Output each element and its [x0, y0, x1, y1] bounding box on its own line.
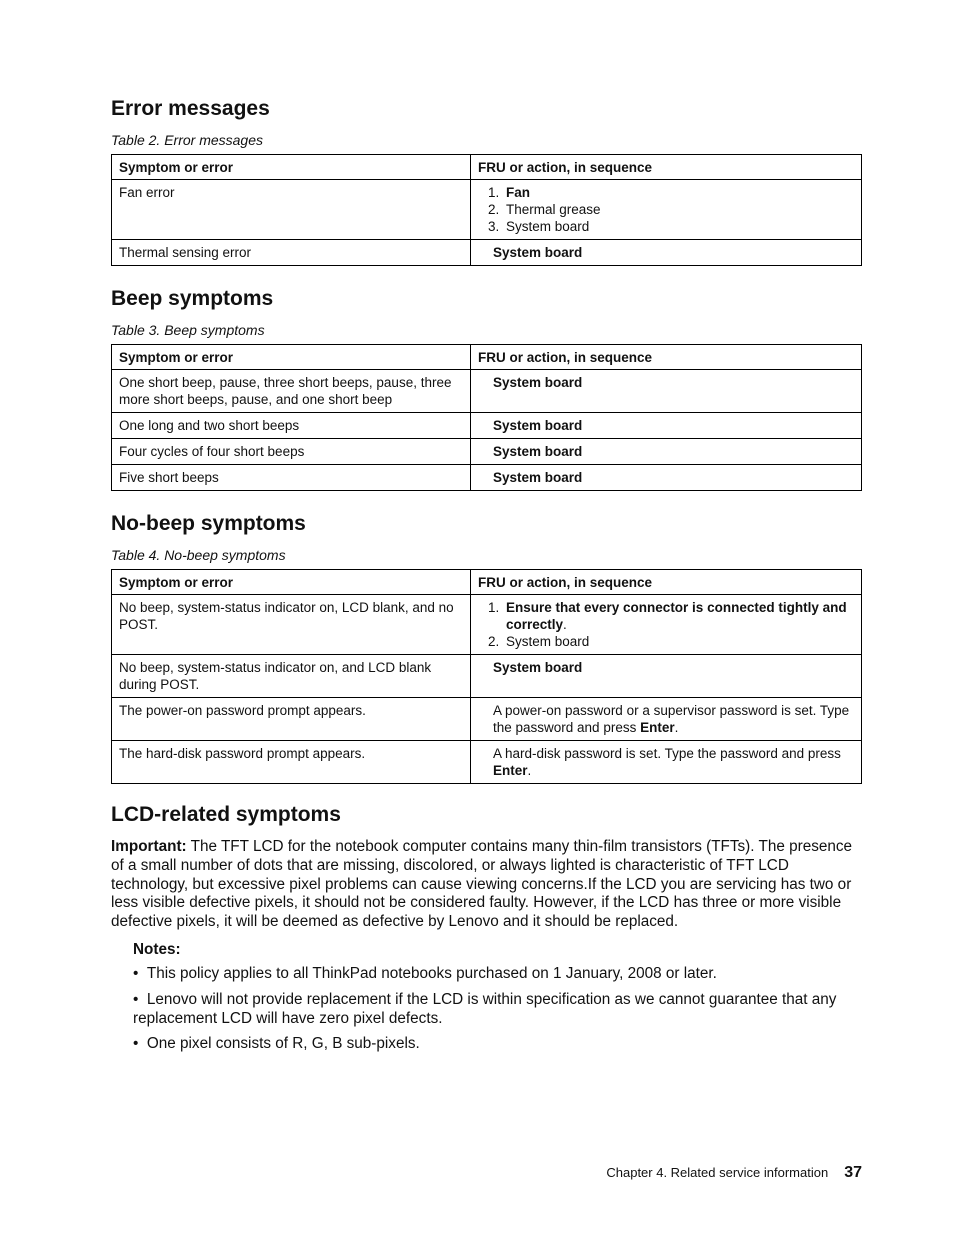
table-row	[112, 240, 862, 266]
table-header-row	[112, 570, 862, 595]
note-item: • This policy applies to all ThinkPad notebooks purchased on 1 January, 2008 or later.	[133, 965, 717, 982]
header-symptom: Symptom or error	[112, 155, 471, 180]
note-text: One pixel consists of R, G, B sub-pixels.	[146, 1035, 420, 1052]
section-heading-beep-symptoms: Beep symptoms	[111, 287, 274, 310]
action-cell: 1. Ensure that every connector is connected tightly and correctly. 2. System board	[471, 595, 862, 655]
header-fru: FRU or action, in sequence	[471, 155, 862, 180]
table-row	[112, 413, 862, 439]
table-row	[112, 180, 862, 240]
note-item: • Lenovo will not provide replacement if the LCD is within specification as we cannot guarantee that any replacement LCD will have zero pixel defects.	[133, 991, 837, 1027]
action-text: A hard-disk password is set. Type the password and press	[493, 746, 841, 761]
header-symptom: Symptom or error	[112, 345, 471, 370]
symptom-cell: One long and two short beeps	[112, 413, 471, 439]
important-text: The TFT LCD for the notebook computer contains many thin-film transistors (TFTs). The presence of a small number of dots that are missing, discolored, or always lighted is characteristic of TFT LCD technology, but excessive pixel problems can cause viewing concerns.If the LCD you are servicing has two or less visible defective pixels, it should not be considered faulty. However, if the LCD has three or more visible defective pixels, it will be deemed as defective by Lenovo and it should be replaced.	[111, 838, 853, 931]
action-text-end: .	[674, 720, 679, 735]
action-item: System board	[506, 219, 590, 234]
action-item: System board	[506, 634, 590, 649]
chapter-label: Chapter 4. Related service information	[606, 1165, 829, 1180]
action-cell: System board	[471, 655, 862, 698]
action-item: Ensure that every connector is connected tightly and correctly	[506, 600, 847, 632]
action-cell	[471, 741, 862, 784]
page-number: 37	[844, 1164, 862, 1181]
action-cell: 1. Fan 2. Thermal grease 3. System board	[471, 180, 862, 240]
header-symptom: Symptom or error	[112, 570, 471, 595]
note-item: • One pixel consists of R, G, B sub-pixels.	[133, 1035, 420, 1052]
error-messages-table	[111, 154, 862, 266]
important-label: Important:	[111, 838, 187, 855]
symptom-cell: Five short beeps	[112, 465, 471, 491]
table-row	[112, 439, 862, 465]
table-caption: Table 2. Error messages	[111, 132, 263, 148]
note-text: This policy applies to all ThinkPad notebooks purchased on 1 January, 2008 or later.	[146, 965, 717, 982]
action-cell: System board	[471, 439, 862, 465]
action-item: Thermal grease	[506, 202, 601, 217]
action-item-end: .	[563, 617, 567, 632]
table-row	[112, 465, 862, 491]
table-header-row	[112, 155, 862, 180]
table-caption: Table 4. No-beep symptoms	[111, 547, 286, 563]
symptom-cell: Thermal sensing error	[112, 240, 471, 266]
table-row	[112, 698, 862, 741]
action-cell: System board	[471, 465, 862, 491]
header-fru: FRU or action, in sequence	[471, 570, 862, 595]
enter-key: Enter	[493, 763, 528, 778]
note-text: Lenovo will not provide replacement if the LCD is within specification as we cannot guarantee that any replacement LCD will have zero pixel defects.	[133, 991, 837, 1027]
action-text-end: .	[527, 763, 532, 778]
section-heading-no-beep-symptoms: No-beep symptoms	[111, 512, 306, 535]
beep-symptoms-table	[111, 344, 862, 491]
table-header-row	[112, 345, 862, 370]
action-text: A power-on password or a supervisor password is set. Type the password and press	[493, 703, 850, 735]
symptom-cell: No beep, system-status indicator on, LCD blank, and no POST.	[112, 595, 471, 655]
action-cell	[471, 698, 862, 741]
notes-title: Notes:	[133, 941, 181, 958]
action-item: Fan	[506, 185, 531, 200]
table-row	[112, 595, 862, 655]
action-cell: System board	[471, 240, 862, 266]
table-row	[112, 655, 862, 698]
symptom-cell: One short beep, pause, three short beeps, pause, three more short beeps, pause, and one short beep	[112, 370, 471, 413]
no-beep-symptoms-table	[111, 569, 862, 784]
symptom-cell: The hard-disk password prompt appears.	[112, 741, 471, 784]
table-row	[112, 741, 862, 784]
section-heading-error-messages: Error messages	[111, 97, 270, 120]
section-heading-lcd-related-symptoms: LCD-related symptoms	[111, 803, 341, 826]
header-fru: FRU or action, in sequence	[471, 345, 862, 370]
action-cell: System board	[471, 413, 862, 439]
action-cell: System board	[471, 370, 862, 413]
enter-key: Enter	[640, 720, 675, 735]
symptom-cell: The power-on password prompt appears.	[112, 698, 471, 741]
symptom-cell: Four cycles of four short beeps	[112, 439, 471, 465]
important-paragraph	[111, 838, 862, 932]
symptom-cell: Fan error	[112, 180, 471, 240]
table-caption: Table 3. Beep symptoms	[111, 322, 265, 338]
table-row	[112, 370, 862, 413]
symptom-cell: No beep, system-status indicator on, and LCD blank during POST.	[112, 655, 471, 698]
page-footer	[606, 1164, 862, 1182]
